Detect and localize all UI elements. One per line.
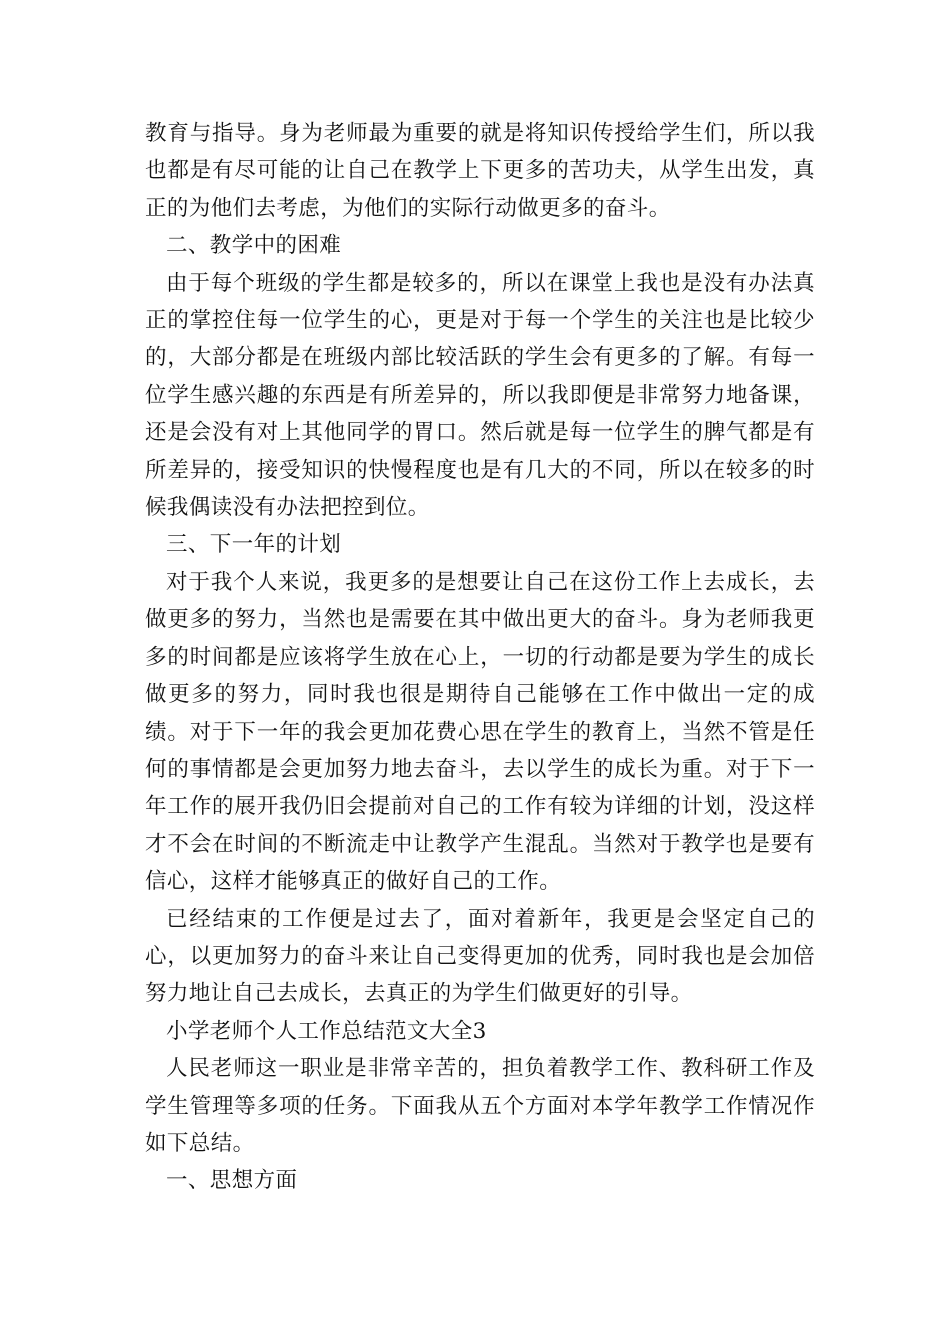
section-heading-next-year-plan: 三、下一年的计划 [166, 532, 342, 558]
paragraph-next-year-plan: 对于我个人来说，我更多的是想要让自己在这份工作上去成长，去做更多的努力，当然也是需要在其中做出更大的奋斗。身为老师我更多的时间都是应该将学生放在心上，一切的行动都是要为学生的成长做更多的努力，同时我也很是期待自己能够在工作中做出一定的成绩。对于下一年的我会更加花费心思在学生的教育上，当然不管是任何的事情都是会更加努力地去奋斗，去以学生的成长为重。对于下一年工作的展开我仍旧会提前对自己的工作有较为详细的计划，没这样才不会在时间的不断流走中让教学产生混乱。当然对于教学也是要有信心，这样才能够真正的做好自己的工作。 [145, 569, 815, 895]
article-title-summary-3: 小学老师个人工作总结范文大全3 [166, 1018, 487, 1044]
paragraph-intro: 人民老师这一职业是非常辛苦的，担负着教学工作、教科研工作及学生管理等多项的任务。下面我从五个方面对本学年教学工作情况作如下总结。 [145, 1056, 815, 1156]
section-heading-ideology: 一、思想方面 [166, 1168, 298, 1194]
paragraph-teaching-difficulties: 由于每个班级的学生都是较多的，所以在课堂上我也是没有办法真正的掌控住每一位学生的心，更是对于每一个学生的关注也是比较少的，大部分都是在班级内部比较活跃的学生会有更多的了解。有每一位学生感兴趣的东西是有所差异的，所以我即便是非常努力地备课，还是会没有对上其他同学的胃口。然后就是每一位学生的脾气都是有所差异的，接受知识的快慢程度也是有几大的不同，所以在较多的时候我偶读没有办法把控到位。 [145, 270, 815, 521]
section-heading-teaching-difficulties: 二、教学中的困难 [166, 233, 342, 259]
paragraph-continuation: 教育与指导。身为老师最为重要的就是将知识传授给学生们，所以我也都是有尽可能的让自己在教学上下更多的苦功夫，从学生出发，真正的为他们去考虑，为他们的实际行动做更多的奋斗。 [145, 121, 815, 221]
paragraph-closing: 已经结束的工作便是过去了，面对着新年，我更是会坚定自己的心，以更加努力的奋斗来让自己变得更加的优秀，同时我也是会加倍努力地让自己去成长，去真正的为学生们做更好的引导。 [145, 906, 815, 1007]
document-body [145, 115, 815, 1200]
